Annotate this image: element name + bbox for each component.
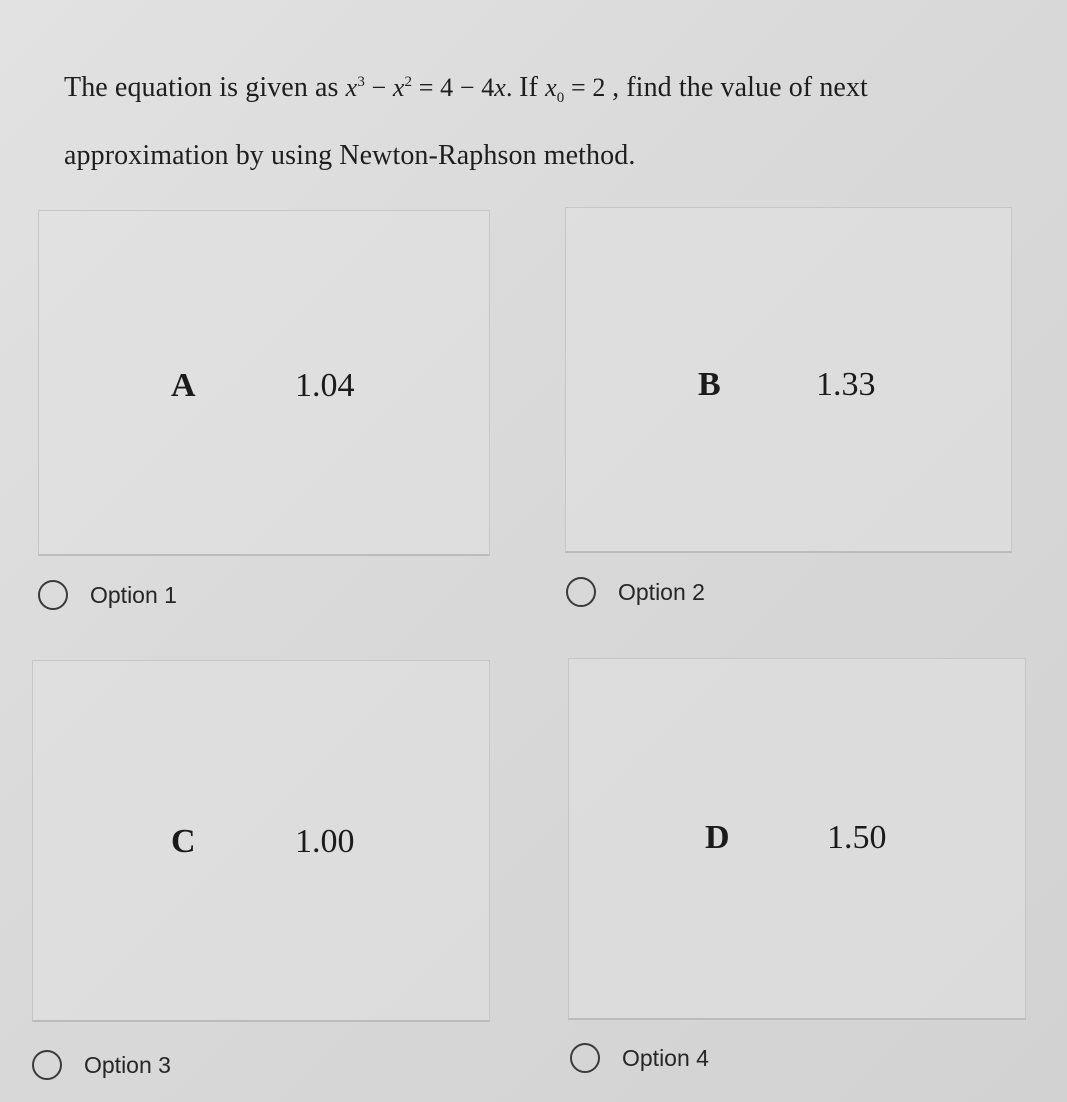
choice-letter: C — [171, 823, 196, 860]
option-4-radio[interactable] — [570, 1043, 709, 1073]
choice-card-d[interactable] — [568, 658, 1026, 1020]
choice-card-b[interactable] — [565, 207, 1012, 553]
equation: $x^3 - x^2 = 4 - 4x$. — [345, 73, 513, 102]
option-label: Option 3 — [84, 1051, 171, 1078]
radio-circle-icon[interactable] — [570, 1043, 600, 1073]
choice-card-a[interactable] — [38, 210, 490, 556]
choice-letter: B — [698, 366, 721, 403]
choice-value: 1.04 — [295, 367, 355, 404]
choice-card-c[interactable] — [32, 660, 490, 1022]
initial-condition: $x_0 = 2$ — [545, 73, 606, 106]
choice-value: 1.50 — [827, 819, 887, 856]
radio-circle-icon[interactable] — [32, 1050, 62, 1080]
option-3-radio[interactable] — [32, 1050, 171, 1080]
question-part-1: The equation is given as — [64, 72, 339, 103]
radio-circle-icon[interactable] — [38, 580, 68, 610]
choice-letter: D — [705, 819, 730, 856]
choice-value: 1.00 — [295, 823, 355, 860]
option-1-radio[interactable] — [38, 580, 177, 610]
question-part-2: If — [519, 72, 539, 103]
option-2-radio[interactable] — [566, 577, 705, 607]
question-part-3: , find the value of next approximation by using Newton-Raphson method. — [64, 72, 868, 171]
question-text — [64, 56, 1024, 188]
choice-value: 1.33 — [816, 366, 876, 403]
option-label: Option 1 — [90, 581, 177, 608]
choice-letter: A — [171, 367, 196, 404]
option-label: Option 4 — [622, 1044, 709, 1071]
option-label: Option 2 — [618, 578, 705, 605]
radio-circle-icon[interactable] — [566, 577, 596, 607]
